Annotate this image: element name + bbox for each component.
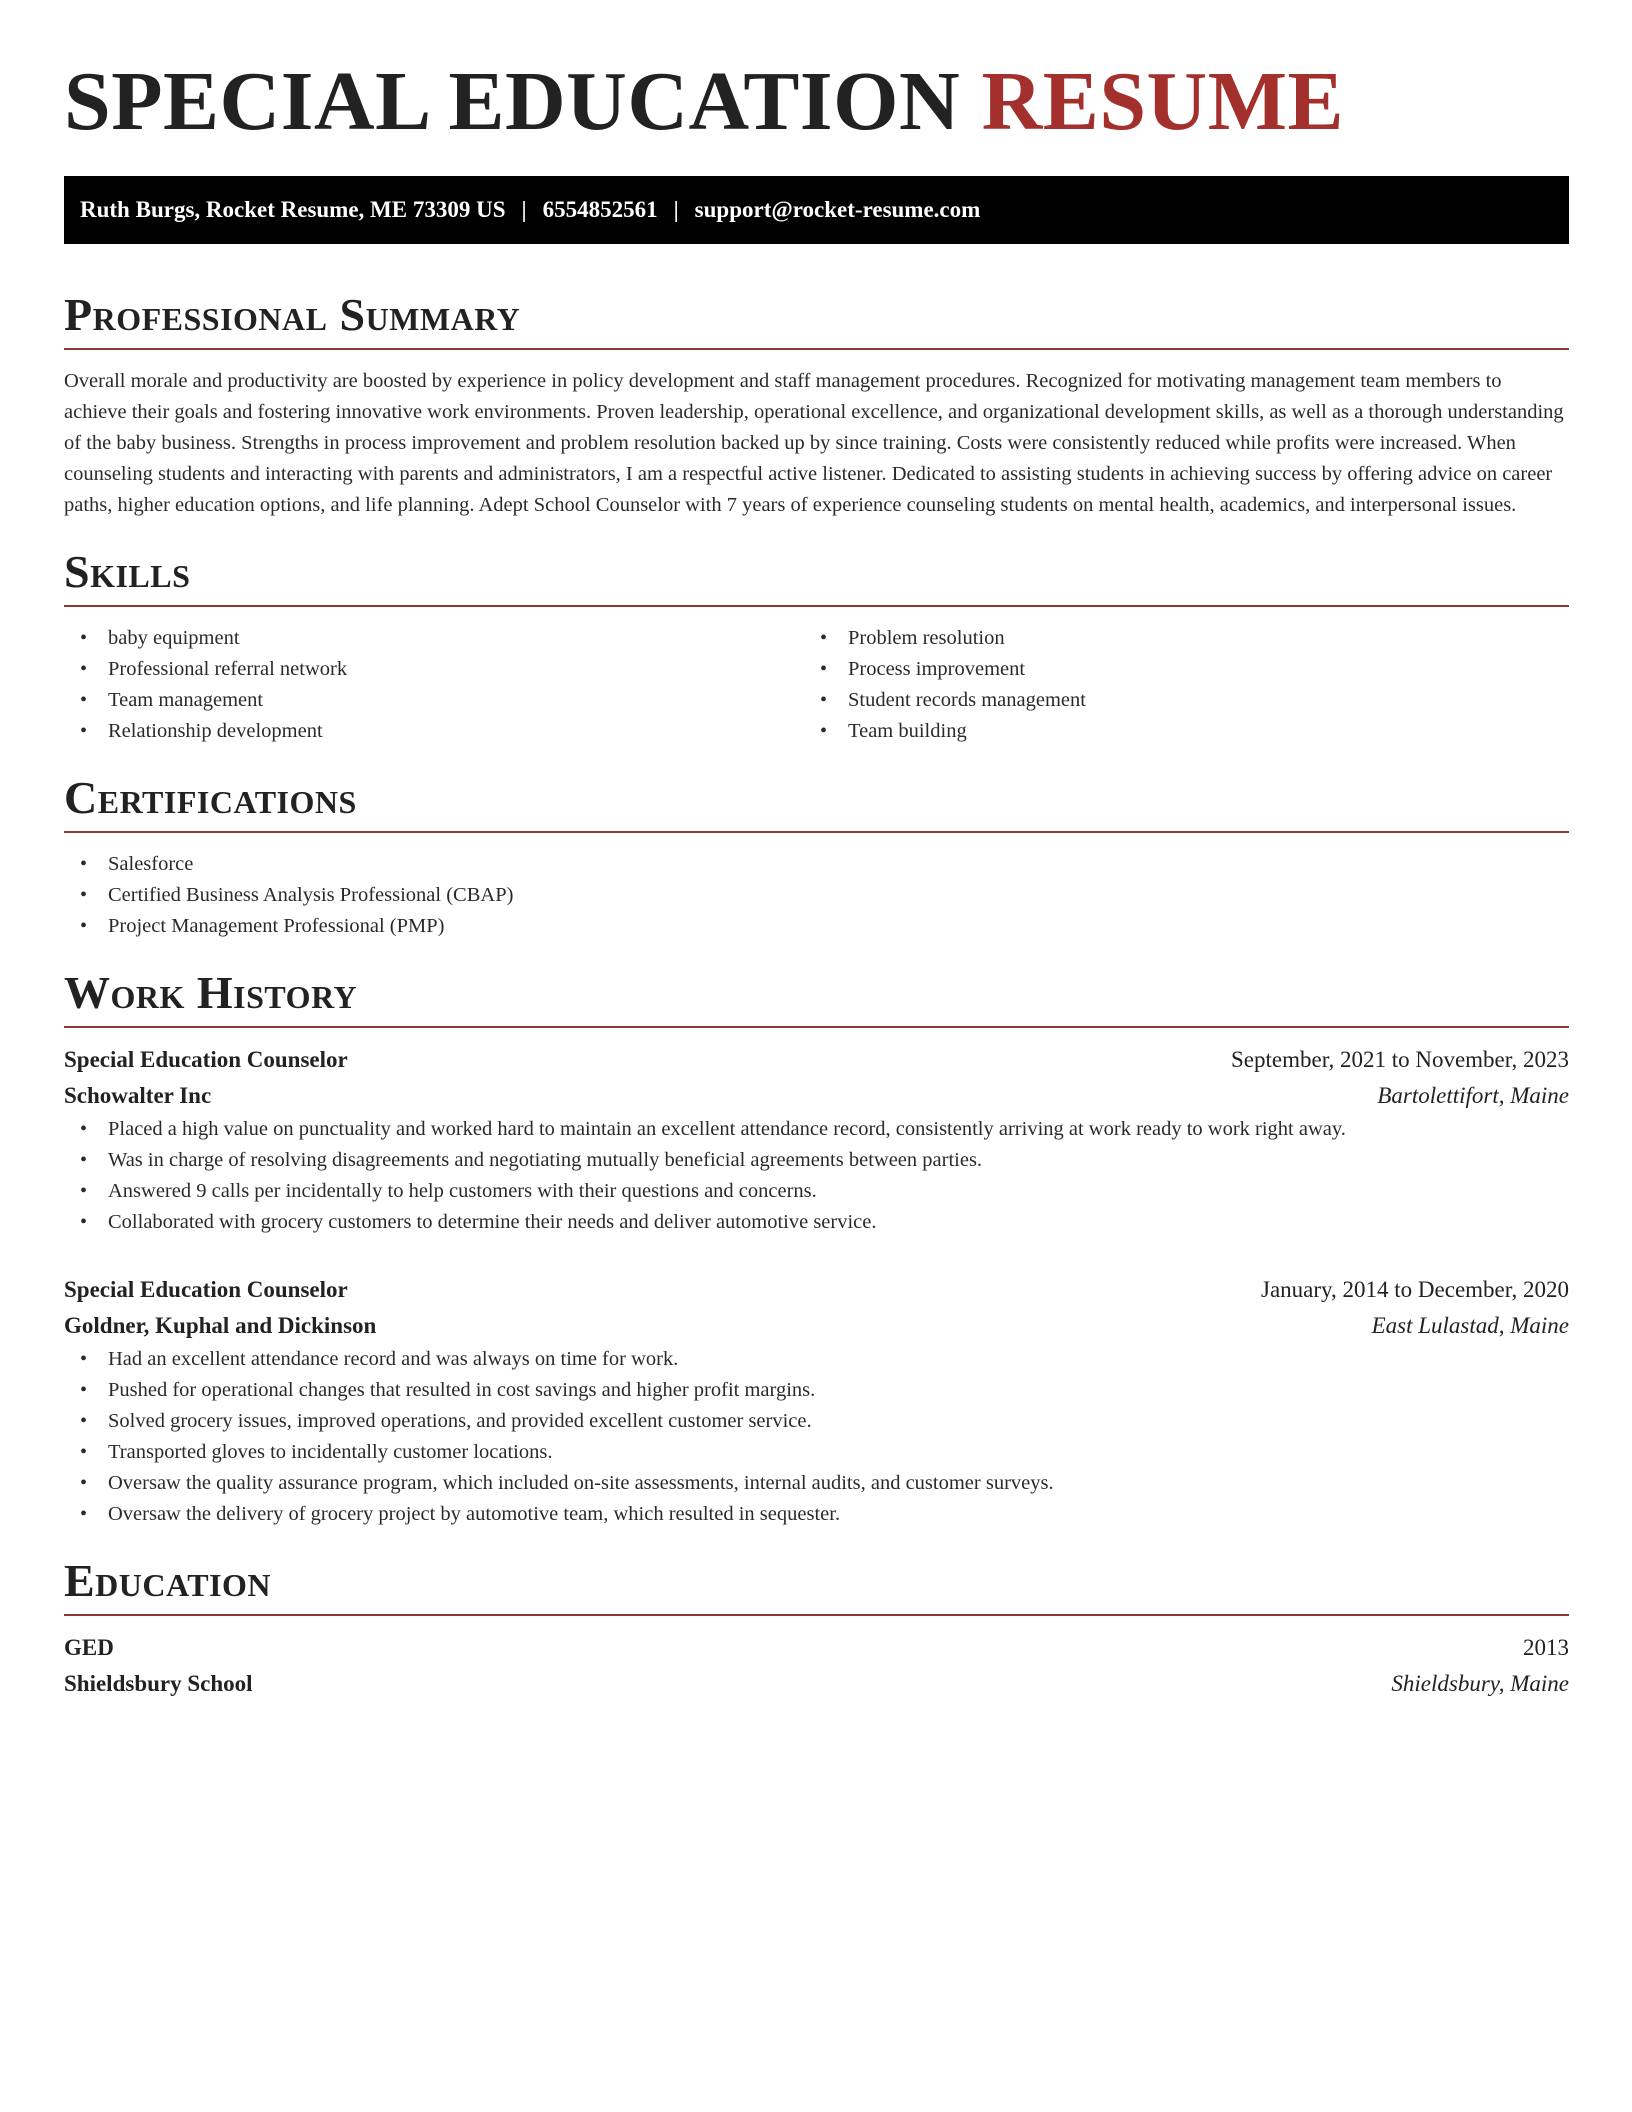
job-bullets: [64, 1344, 1569, 1530]
contact-separator: |: [521, 197, 527, 222]
section-divider: [64, 348, 1569, 350]
section-divider: [64, 605, 1569, 607]
skill-item: • baby equipment: [64, 623, 804, 654]
job-entry: [64, 1042, 1569, 1238]
summary-section: [64, 288, 1569, 521]
education-location: Shieldsbury, Maine: [1391, 1671, 1569, 1696]
certifications-heading: Certifications: [64, 772, 357, 823]
title-part-1: SPECIAL EDUCATION: [64, 55, 961, 148]
title-part-2: RESUME: [981, 55, 1345, 148]
section-divider: [64, 831, 1569, 833]
job-entry: [64, 1272, 1569, 1530]
certification-item: • Certified Business Analysis Professional (CBAP): [64, 880, 1569, 911]
job-dates: January, 2014 to December, 2020: [1261, 1277, 1569, 1302]
job-dates: September, 2021 to November, 2023: [1231, 1047, 1569, 1072]
skill-item: • Team management: [64, 685, 804, 716]
skills-list-right: [804, 623, 1544, 747]
summary-text: Overall morale and productivity are boosted by experience in policy development and staff management procedures. Recognized for motivating management team members to achieve their goals and fostering innovative work environments. Proven leadership, operational excellence, and organizational development skills, as well as a thorough understanding of the baby business. Strengths in process improvement and problem resolution backed up by since training. Costs were consistently reduced while profits were increased. When counseling students and interacting with parents and administrators, I am a respectful active listener. Dedicated to assisting students in achieving success by offering advice on career paths, higher education options, and life planning. Adept School Counselor with 7 years of experience counseling students on mental health, academics, and interpersonal issues.: [64, 370, 1564, 516]
certification-item: • Salesforce: [64, 849, 1569, 880]
contact-phone: 6554852561: [542, 197, 658, 222]
skills-grid: [64, 623, 1569, 747]
skill-item: • Process improvement: [804, 654, 1544, 685]
job-bullet: • Transported gloves to incidentally customer locations.: [64, 1437, 1569, 1468]
education-section: [64, 1554, 1569, 1702]
certifications-list: [64, 849, 1569, 942]
education-heading: Education: [64, 1555, 272, 1606]
contact-email: support@rocket-resume.com: [694, 197, 981, 222]
certification-item: • Project Management Professional (PMP): [64, 911, 1569, 942]
job-bullet: • Solved grocery issues, improved operations, and provided excellent customer service.: [64, 1406, 1569, 1437]
job-bullet: • Oversaw the quality assurance program, which included on-site assessments, internal audits, and customer surveys.: [64, 1468, 1569, 1499]
job-role: Special Education Counselor: [64, 1047, 348, 1072]
job-location: Bartolettifort, Maine: [1377, 1083, 1569, 1108]
job-subheader: [64, 1078, 1569, 1114]
job-header: [64, 1272, 1569, 1308]
contact-separator: |: [673, 197, 679, 222]
skill-item: • Problem resolution: [804, 623, 1544, 654]
contact-bar: [64, 176, 1569, 244]
education-subheader: [64, 1666, 1569, 1702]
job-bullet: • Oversaw the delivery of grocery project by automotive team, which resulted in sequester.: [64, 1499, 1569, 1530]
skill-item: • Relationship development: [64, 716, 804, 747]
job-bullet: • Was in charge of resolving disagreements and negotiating mutually beneficial agreements between parties.: [64, 1145, 1569, 1176]
job-header: [64, 1042, 1569, 1078]
education-school: Shieldsbury School: [64, 1671, 253, 1696]
job-company: Goldner, Kuphal and Dickinson: [64, 1313, 377, 1338]
job-bullet: • Placed a high value on punctuality and worked hard to maintain an excellent attendance record, consistently arriving at work ready to work right away.: [64, 1114, 1569, 1145]
work-history-heading: Work History: [64, 967, 358, 1018]
section-divider: [64, 1026, 1569, 1028]
work-history-section: [64, 966, 1569, 1530]
job-bullet: • Had an excellent attendance record and was always on time for work.: [64, 1344, 1569, 1375]
job-subheader: [64, 1308, 1569, 1344]
contact-address: Ruth Burgs, Rocket Resume, ME 73309 US: [80, 197, 506, 222]
summary-heading: Professional Summary: [64, 289, 521, 340]
skill-item: • Team building: [804, 716, 1544, 747]
job-bullet: • Collaborated with grocery customers to determine their needs and deliver automotive service.: [64, 1207, 1569, 1238]
education-entry: [64, 1630, 1569, 1702]
section-divider: [64, 1614, 1569, 1616]
skills-heading: Skills: [64, 546, 191, 597]
certifications-section: [64, 771, 1569, 942]
job-role: Special Education Counselor: [64, 1277, 348, 1302]
job-company: Schowalter Inc: [64, 1083, 212, 1108]
skill-item: • Professional referral network: [64, 654, 804, 685]
education-header: [64, 1630, 1569, 1666]
skills-section: [64, 545, 1569, 747]
resume-page: [64, 0, 1569, 1702]
job-bullet: • Answered 9 calls per incidentally to help customers with their questions and concerns.: [64, 1176, 1569, 1207]
job-location: East Lulastad, Maine: [1371, 1313, 1569, 1338]
education-year: 2013: [1523, 1635, 1569, 1660]
skills-list-left: [64, 623, 804, 747]
job-bullets: [64, 1114, 1569, 1238]
skill-item: • Student records management: [804, 685, 1544, 716]
education-degree: GED: [64, 1635, 114, 1660]
resume-title: [64, 0, 1569, 148]
job-bullet: • Pushed for operational changes that resulted in cost savings and higher profit margins.: [64, 1375, 1569, 1406]
